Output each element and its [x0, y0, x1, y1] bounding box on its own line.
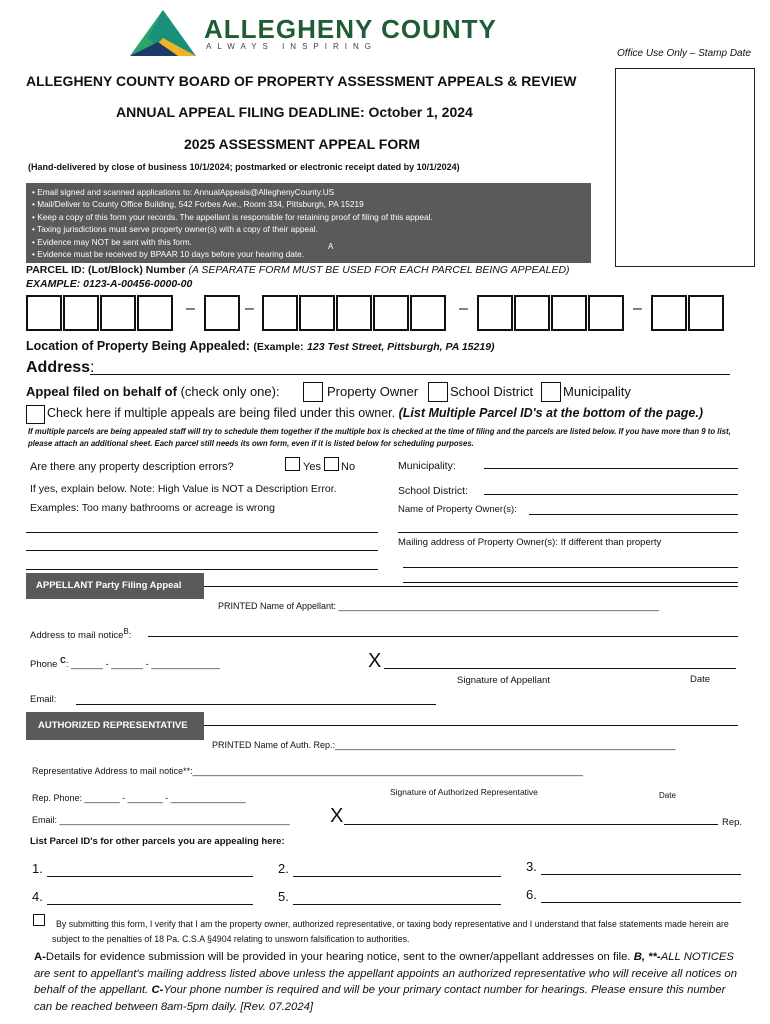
location-example-prefix: (Example:	[253, 341, 304, 353]
footer-c-text: Your phone number is required and will be your primary contact number for hearings. Please ensure this number can be reached between 8am-5pm daily. [Rev. 07.2024]	[34, 984, 726, 1013]
location-row	[26, 339, 495, 353]
description-line[interactable]	[26, 557, 378, 570]
parcel-digit-box[interactable]	[204, 295, 240, 331]
description-no-checkbox[interactable]	[324, 457, 339, 471]
appellant-header: APPELLANT Party Filing Appeal	[26, 573, 204, 599]
office-use-label: Office Use Only – Stamp Date	[617, 48, 751, 59]
representative-signature-input[interactable]	[344, 812, 718, 825]
multiple-appeals-checkbox[interactable]	[26, 405, 45, 424]
appellant-sign-x: X	[368, 650, 382, 672]
parcel-dash: –	[459, 300, 468, 317]
parcel-digit-box[interactable]	[410, 295, 446, 331]
appellant-phone-blank: : ______ - ______ - _____________	[65, 659, 221, 671]
description-line[interactable]	[26, 520, 378, 533]
appellant-phone-label: Phone	[30, 659, 58, 671]
appellant-address-input[interactable]	[148, 626, 738, 637]
municipality-field-label: Municipality:	[398, 460, 456, 472]
logo-name: ALLEGHENY COUNTY	[204, 14, 497, 44]
appellant-signature-label: Signature of Appellant	[457, 675, 550, 686]
instruction-line: • Taxing jurisdictions must serve property owner(s) with a copy of their appeal.	[32, 224, 318, 235]
mailing-address-label: Mailing address of Property Owner(s): If different than property	[398, 537, 662, 548]
instructions-box	[26, 183, 591, 263]
appellant-printed-name[interactable]: PRINTED Name of Appellant: ________________________________________________________________	[218, 601, 659, 611]
representative-header: AUTHORIZED REPRESENTATIVE	[26, 712, 204, 740]
parcel-dash: –	[186, 300, 195, 317]
representative-email[interactable]: Email: ______________________________________________	[32, 815, 290, 825]
instruction-marker: A	[328, 242, 334, 251]
representative-header-rule	[204, 725, 738, 726]
parcel-list-input[interactable]	[293, 862, 501, 877]
footer-a-text: Details for evidence submission will be provided in your hearing notice, sent to the owner/appellant addresses on file.	[45, 951, 631, 963]
parcel-digit-box[interactable]	[100, 295, 136, 331]
parcel-digit-box[interactable]	[137, 295, 173, 331]
footer-b-label: B, **-	[633, 951, 661, 963]
appellant-address-label: Address to mail notice	[30, 630, 124, 642]
stamp-date-box	[615, 68, 755, 267]
parcel-digit-box[interactable]	[373, 295, 409, 331]
instruction-line: • Evidence may NOT be sent with this form.	[32, 236, 192, 247]
representative-address[interactable]: Representative Address to mail notice**:______________________________________________________________________________	[32, 766, 584, 776]
representative-rep-label: Rep.	[722, 817, 743, 828]
parcel-list-number: 6.	[526, 887, 537, 902]
description-yes-label: Yes	[303, 461, 321, 473]
parcel-digit-box[interactable]	[26, 295, 62, 331]
appellant-address-row	[30, 627, 131, 641]
representative-phone[interactable]: Rep. Phone: _______ - _______ - _______________	[32, 793, 246, 803]
appellant-date-label: Date	[690, 674, 711, 685]
description-explain: If yes, explain below. Note: High Value is NOT a Description Error.	[30, 483, 337, 495]
form-title: 2025 ASSESSMENT APPEAL FORM	[184, 136, 420, 152]
parcel-digit-box[interactable]	[688, 295, 724, 331]
description-line[interactable]	[26, 538, 378, 551]
appellant-address-sup: B	[123, 627, 129, 636]
address-label: Address	[26, 359, 91, 376]
school-district-field-label: School District:	[398, 485, 469, 497]
description-yes-checkbox[interactable]	[285, 457, 300, 471]
parcel-digit-box[interactable]	[588, 295, 624, 331]
county-logo	[128, 8, 198, 60]
property-owner-label: Property Owner	[327, 384, 419, 399]
instruction-line: • Mail/Deliver to County Office Building, 542 Forbes Ave., Room 334, Pittsburgh, PA 15219	[32, 199, 364, 210]
municipality-input[interactable]	[484, 456, 738, 469]
appellant-phone-sup: C	[60, 656, 66, 665]
parcel-list-number: 5.	[278, 889, 289, 904]
parcel-digit-box[interactable]	[63, 295, 99, 331]
instruction-line: • Evidence must be received by BPAAR 10 days before your hearing date.	[32, 249, 305, 260]
school-district-label: School District	[450, 384, 534, 399]
board-title: ALLEGHENY COUNTY BOARD OF PROPERTY ASSESSMENT APPEALS & REVIEW	[26, 73, 577, 89]
mountain-logo-icon	[128, 8, 198, 60]
appellant-header-rule	[204, 586, 738, 587]
multiple-appeals-detail: If multiple parcels are being appealed staff will try to schedule them together if the multiple box is checked at the time of filing and the parcels are listed below. If you have more than 9 to list, please attach an additional sheet. Each parcel still needs its own form, even if it is listed below for scheduling purposes.	[28, 427, 731, 448]
school-district-checkbox[interactable]	[428, 382, 448, 402]
parcel-digit-box[interactable]	[262, 295, 298, 331]
representative-sign-x: X	[330, 805, 344, 827]
parcel-list-label: List Parcel ID's for other parcels you are appealing here:	[30, 836, 285, 847]
municipality-label: Municipality	[563, 384, 631, 399]
footer-b-text: ALL NOTICES are sent to appellant's mailing address listed above unless the appellant appoints an authorized representative who will receive all notices on behalf of the appellant.	[34, 951, 737, 996]
parcel-list-number: 2.	[278, 861, 289, 876]
mailing-address-input-2[interactable]	[403, 570, 738, 583]
parcel-list-input[interactable]	[293, 890, 501, 905]
owner-name-input-2[interactable]	[398, 520, 738, 533]
location-label: Location of Property Being Appealed:	[26, 339, 250, 353]
representative-printed-name[interactable]: PRINTED Name of Auth. Rep.:____________________________________________________________________	[212, 740, 676, 750]
parcel-note: (A SEPARATE FORM MUST BE USED FOR EACH PARCEL BEING APPEALED)	[188, 264, 570, 276]
multiple-appeals-row	[47, 406, 703, 420]
parcel-digit-box[interactable]	[651, 295, 687, 331]
footer-c-label: C-	[151, 984, 164, 996]
multiple-appeals-note: (List Multiple Parcel ID's at the bottom of the page.)	[398, 406, 703, 420]
appeal-behalf-label: Appeal filed on behalf of	[26, 384, 177, 399]
owner-name-input[interactable]	[529, 502, 738, 515]
appellant-signature-input[interactable]	[384, 656, 736, 669]
description-no-label: No	[341, 461, 356, 473]
municipality-checkbox[interactable]	[541, 382, 561, 402]
parcel-digit-box[interactable]	[514, 295, 550, 331]
instruction-line: • Email signed and scanned applications to: AnnualAppeals@AlleghenyCounty.US	[32, 187, 335, 197]
appellant-email-label: Email:	[30, 694, 57, 705]
parcel-label-row	[26, 264, 570, 276]
school-district-input[interactable]	[484, 482, 738, 495]
parcel-example: EXAMPLE: 0123-A-00456-0000-00	[26, 278, 193, 290]
parcel-dash: –	[245, 300, 254, 317]
location-example: 123 Test Street, Pittsburgh, PA 15219)	[307, 341, 495, 353]
appeal-behalf-hint: (check only one):	[180, 384, 280, 399]
description-examples: Examples: Too many bathrooms or acreage is wrong	[30, 502, 275, 514]
representative-signature-label: Signature of Authorized Representative	[390, 787, 538, 797]
mailing-address-input[interactable]	[403, 555, 738, 568]
description-question: Are there any property description errors?	[30, 461, 234, 473]
certify-checkbox[interactable]	[33, 914, 45, 926]
appellant-address-colon: :	[128, 630, 132, 642]
parcel-list-input[interactable]	[47, 862, 253, 877]
property-owner-checkbox[interactable]	[303, 382, 323, 402]
appellant-phone-row[interactable]	[30, 656, 220, 670]
parcel-digit-box[interactable]	[336, 295, 372, 331]
representative-date-label: Date	[659, 791, 676, 800]
parcel-dash: –	[633, 300, 642, 317]
deadline-title: ANNUAL APPEAL FILING DEADLINE: October 1, 2024	[116, 104, 473, 120]
parcel-list-input[interactable]	[541, 888, 741, 903]
owner-name-label: Name of Property Owner(s):	[398, 504, 517, 515]
parcel-list-input[interactable]	[541, 860, 741, 875]
address-colon: :	[90, 359, 95, 376]
hand-delivered-note: (Hand-delivered by close of business 10/1/2024; postmarked or electronic receipt dated by 10/1/2024)	[28, 162, 460, 172]
appellant-email-input[interactable]	[76, 694, 436, 705]
address-input[interactable]	[90, 360, 730, 375]
address-row	[26, 359, 94, 377]
parcel-list-number: 3.	[526, 859, 537, 874]
parcel-digit-box[interactable]	[551, 295, 587, 331]
instruction-line: • Keep a copy of this form your records. The appellant is responsible for retaining proof of filing of this appeal.	[32, 211, 433, 222]
parcel-list-number: 1.	[32, 861, 43, 876]
parcel-list-input[interactable]	[47, 890, 253, 905]
parcel-digit-box[interactable]	[299, 295, 335, 331]
multiple-appeals-label: Check here if multiple appeals are being filed under this owner.	[47, 406, 396, 420]
footer-a-label: A-	[34, 951, 46, 963]
logo-tagline: ALWAYS INSPIRING	[206, 42, 377, 51]
certify-text: By submitting this form, I verify that I am the property owner, authorized representative, or taxing body representative and I understand that false statements made herein are subject to the penalties of 18 Pa. C.S.A §4904 relating to unsworn falsification to authorities.	[52, 919, 729, 944]
footer-notes	[34, 949, 740, 1015]
parcel-label: PARCEL ID: (Lot/Block) Number	[26, 264, 186, 276]
parcel-digit-box[interactable]	[477, 295, 513, 331]
appeal-behalf-row	[26, 384, 280, 399]
parcel-list-number: 4.	[32, 889, 43, 904]
